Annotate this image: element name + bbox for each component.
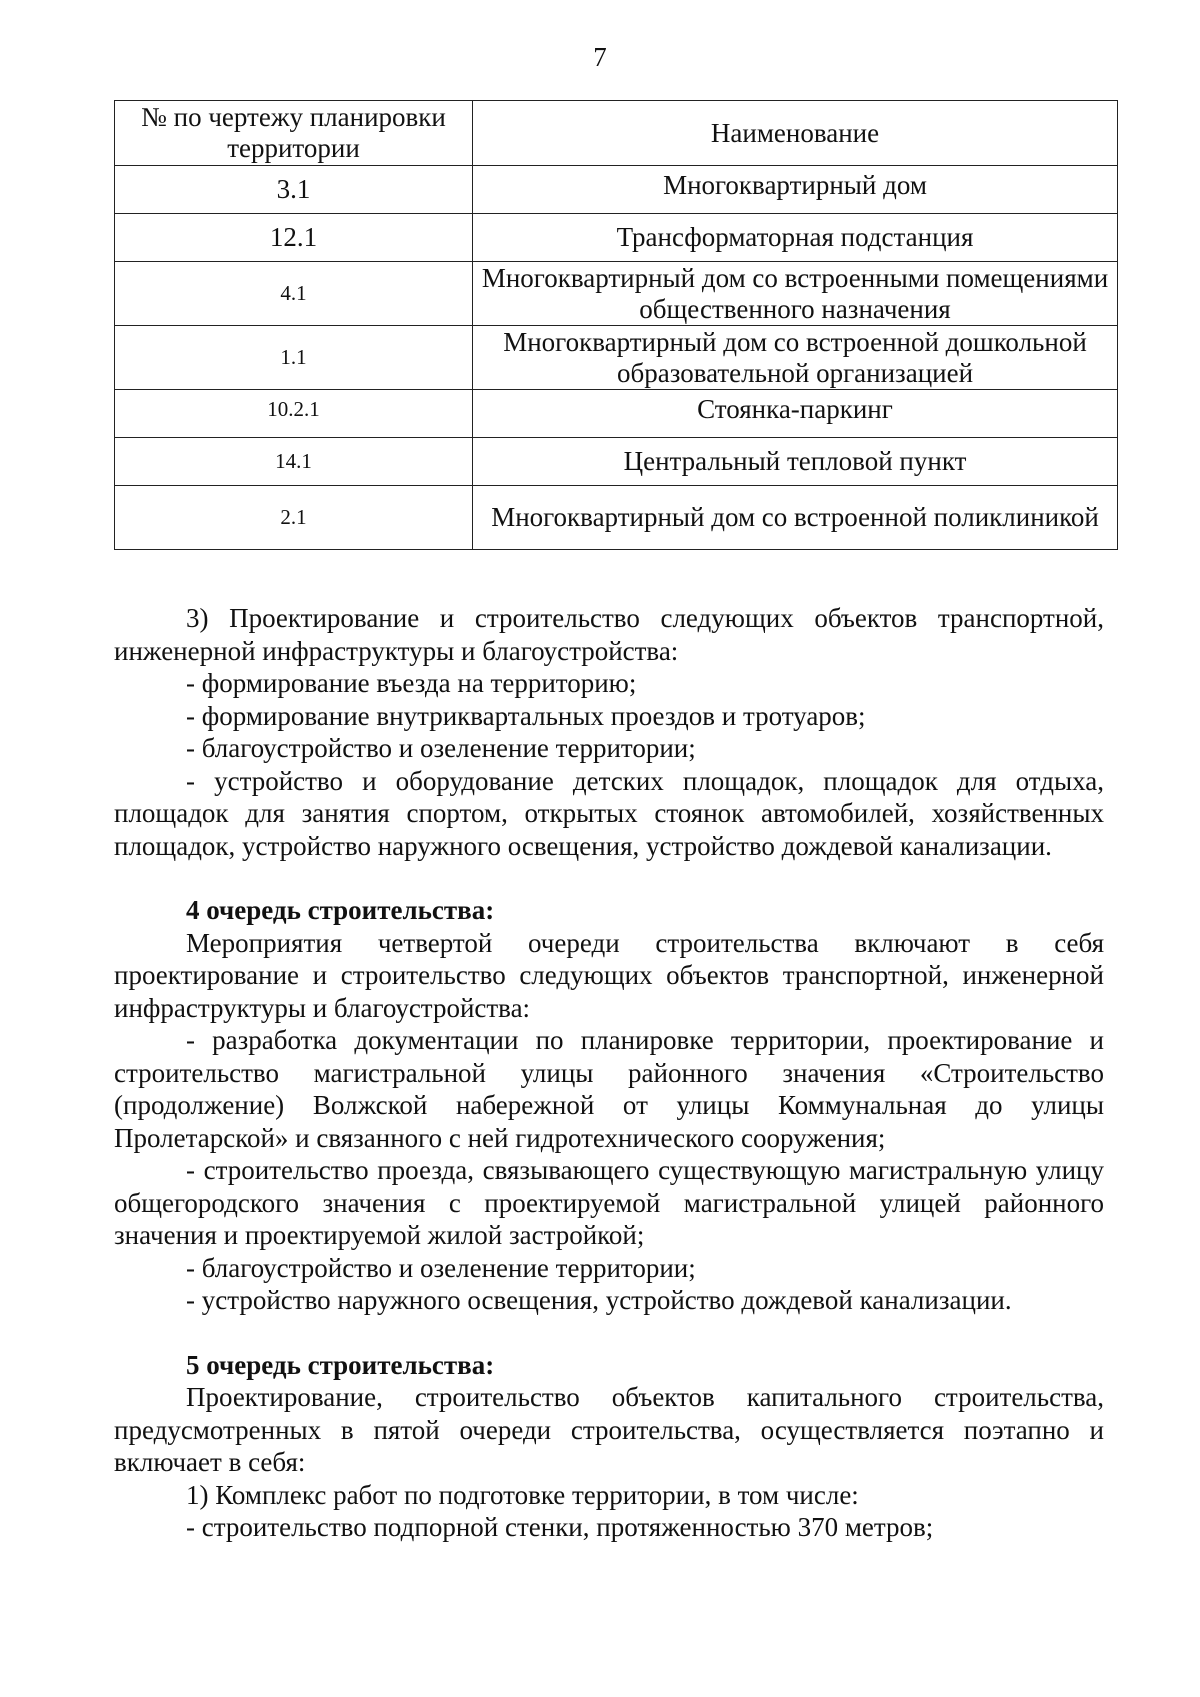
list-item: - устройство наружного освещения, устройство дождевой канализации. — [186, 1285, 1012, 1315]
objects-table — [114, 100, 1118, 550]
list-item: - благоустройство и озеленение территории; — [186, 1252, 696, 1283]
cell-number: 4.1 — [115, 262, 473, 326]
cell-number: 2.1 — [115, 486, 473, 550]
cell-name: Многоквартирный дом со встроенной поликлиникой — [473, 486, 1118, 550]
cell-name: Многоквартирный дом — [473, 166, 1118, 214]
cell-number: 3.1 — [115, 166, 473, 214]
list-item: - разработка документации по планировке территории, проектирование и строительство магистральной улицы районного значения «Строительство (продолжение) Волжской набережной от улицы Коммунальная до улицы Пролетарской» и связанного с ней гидротехнического сооружения; — [114, 1025, 1104, 1153]
cell-name: Центральный тепловой пункт — [473, 438, 1118, 486]
stage5-subheading: 1) Комплекс работ по подготовке территории, в том числе: — [186, 1479, 859, 1510]
column-header-number: № по чертежу планировки территории — [115, 101, 473, 166]
table-row — [115, 166, 1118, 214]
table-row — [115, 486, 1118, 550]
table-row — [115, 390, 1118, 438]
list-item: - формирование въезда на территорию; — [186, 668, 637, 698]
cell-number: 12.1 — [115, 214, 473, 262]
cell-name: Многоквартирный дом со встроенной дошкольной образовательной организацией — [473, 326, 1118, 390]
cell-number: 1.1 — [115, 326, 473, 390]
cell-number: 10.2.1 — [115, 390, 473, 438]
document-body — [114, 602, 1104, 1544]
cell-number: 14.1 — [115, 438, 473, 486]
spacer — [114, 862, 1104, 894]
spacer — [114, 1317, 1104, 1349]
table-row — [115, 214, 1118, 262]
cell-name: Стоянка-паркинг — [473, 390, 1118, 438]
table-header-row — [115, 101, 1118, 166]
page-number: 7 — [593, 42, 607, 72]
stage4-intro: Мероприятия четвертой очереди строительства включают в себя проектирование и строительство следующих объектов транспортной, инженерной инфраструктуры и благоустройства: — [114, 927, 1104, 1023]
list-item: - благоустройство и озеленение территории; — [186, 733, 696, 763]
cell-name: Многоквартирный дом со встроенными помещениями общественного назначения — [473, 262, 1118, 326]
stage5-intro: Проектирование, строительство объектов капитального строительства, предусмотренных в пятой очереди строительства, осуществляется поэтапно и включает в себя: — [114, 1382, 1104, 1477]
section3-intro: 3) Проектирование и строительство следующих объектов транспортной, инженерной инфраструктуры и благоустройства: — [114, 603, 1104, 666]
table-row — [115, 326, 1118, 390]
table-row — [115, 262, 1118, 326]
list-item: - строительство проезда, связывающего существующую магистральную улицу общегородского значения с проектируемой магистральной улицей районного значения и проектируемой жилой застройкой; — [114, 1155, 1104, 1250]
list-item: - устройство и оборудование детских площадок, площадок для отдыха, площадок для занятия спортом, открытых стоянок автомобилей, хозяйственных площадок, устройство наружного освещения, устройство дождевой канализации. — [114, 765, 1104, 861]
table-row — [115, 438, 1118, 486]
stage5-heading: 5 очередь строительства: — [186, 1349, 495, 1380]
list-item: - строительство подпорной стенки, протяженностью 370 метров; — [186, 1512, 934, 1542]
list-item: - формирование внутриквартальных проездов и тротуаров; — [186, 700, 866, 731]
column-header-name: Наименование — [473, 101, 1118, 166]
cell-name: Трансформаторная подстанция — [473, 214, 1118, 262]
stage4-heading: 4 очередь строительства: — [186, 895, 495, 925]
